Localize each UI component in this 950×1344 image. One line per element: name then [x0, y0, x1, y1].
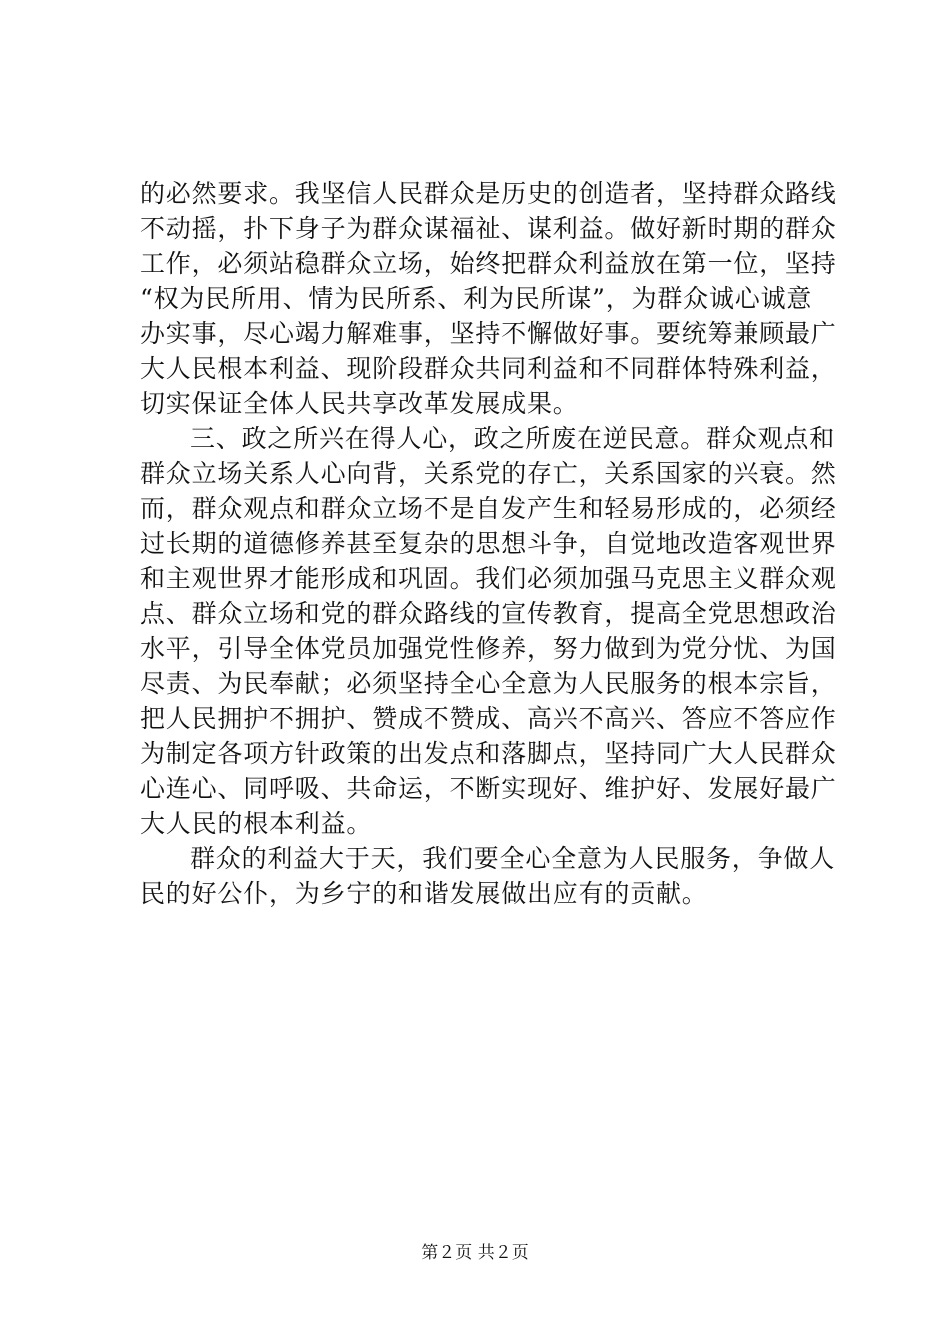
text-line: 为制定各项方针政策的出发点和落脚点，坚持同广大人民群众	[140, 739, 837, 768]
paragraph-start-line: 群众的利益大于天，我们要全心全意为人民服务，争做人	[190, 844, 836, 873]
text-line: 的必然要求。我坚信人民群众是历史的创造者，坚持群众路线	[140, 179, 837, 208]
text-line: “权为民所用、情为民所系、利为民所谋”，为群众诚心诚意	[140, 284, 813, 313]
text-line: 大人民根本利益、现阶段群众共同利益和不同群体特殊利益，	[140, 354, 837, 383]
text-line: 水平，引导全体党员加强党性修养，努力做到为党分忧、为国	[140, 634, 837, 663]
text-line: 大人民的根本利益。	[140, 809, 373, 838]
page-number: 第２页 共２页	[421, 1243, 529, 1263]
text-line: 点、群众立场和党的群众路线的宣传教育，提高全党思想政治	[140, 599, 837, 628]
text-line: 过长期的道德修养甚至复杂的思想斗争，自觉地改造客观世界	[140, 529, 837, 558]
text-line: 群众立场关系人心向背，关系党的存亡，关系国家的兴衰。然	[140, 459, 837, 488]
text-line: 而，群众观点和群众立场不是自发产生和轻易形成的，必须经	[140, 494, 837, 523]
text-line: 把人民拥护不拥护、赞成不赞成、高兴不高兴、答应不答应作	[140, 704, 837, 733]
text-line: 心连心、同呼吸、共命运，不断实现好、维护好、发展好最广	[140, 774, 837, 803]
text-line: 工作，必须站稳群众立场，始终把群众利益放在第一位，坚持	[140, 249, 837, 278]
text-line: 民的好公仆，为乡宁的和谐发展做出应有的贡献。	[140, 879, 708, 908]
text-line: 办实事，尽心竭力解难事，坚持不懈做好事。要统筹兼顾最广	[140, 319, 837, 348]
text-line: 不动摇，扑下身子为群众谋福祉、谋利益。做好新时期的群众	[140, 214, 837, 243]
text-line: 切实保证全体人民共享改革发展成果。	[140, 389, 579, 418]
text-line: 和主观世界才能形成和巩固。我们必须加强马克思主义群众观	[140, 564, 837, 593]
text-line: 尽责、为民奉献；必须坚持全心全意为人民服务的根本宗旨，	[140, 669, 837, 698]
body-text	[140, 176, 837, 911]
page-footer	[0, 1242, 950, 1264]
paragraph-start-line: 三、政之所兴在得人心，政之所废在逆民意。群众观点和	[190, 424, 836, 453]
